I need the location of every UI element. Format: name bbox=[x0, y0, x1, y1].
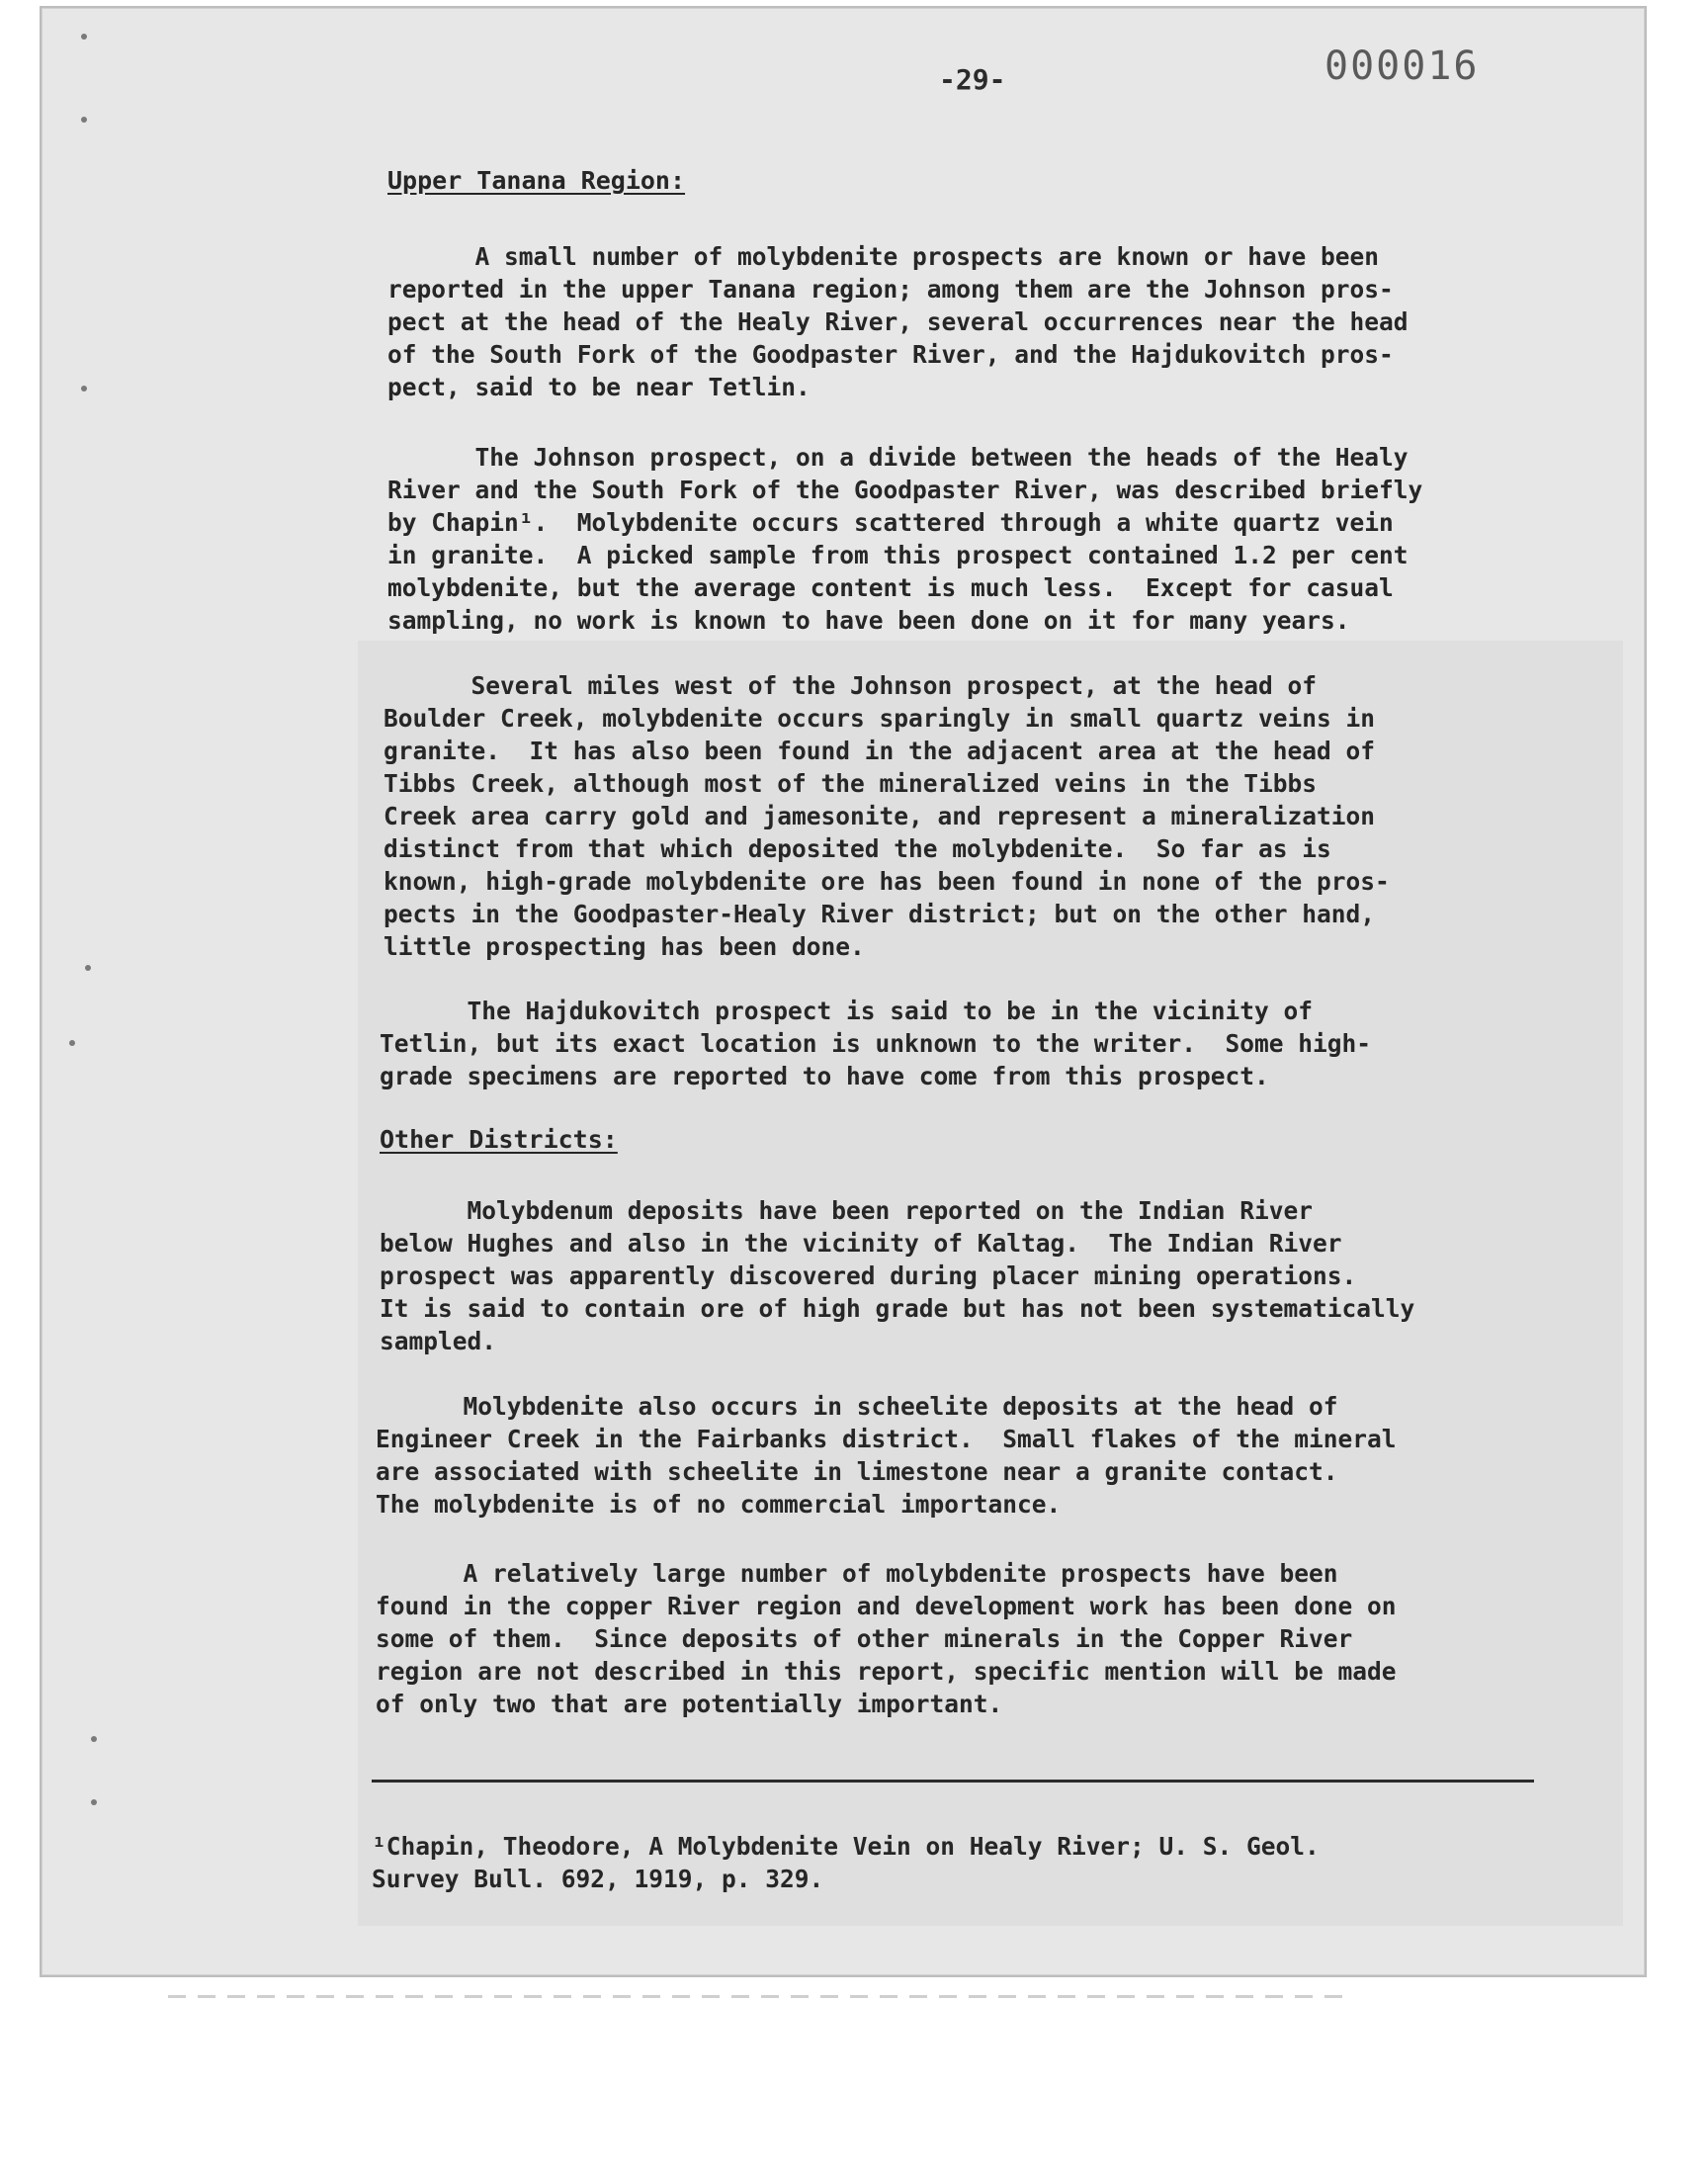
scan-edge-artifact bbox=[168, 1995, 1354, 1998]
margin-mark bbox=[81, 386, 87, 392]
paragraph: Molybdenite also occurs in scheelite deposits at the head of Engineer Creek in the Fairbanks district. Small flakes of the mineral are associated with scheelite in limestone near a granite contact. The molybdenite is of no commercial importance. bbox=[376, 1392, 1397, 1519]
paragraph: Several miles west of the Johnson prospect, at the head of Boulder Creek, molybdenite occurs sparingly in small quartz veins in granite. It has also been found in the adjacent area at the head of Tibbs Creek, although most of the mineralized veins in the Tibbs Creek area carry gold and jamesonite, and represent a mineralization distinct from that which deposited the molybdenite. So far as is known, high-grade molybdenite ore has been found in none of the pros- pects in the Goodpaster-Healy River district; but on the other hand, little prospecting has been done. bbox=[384, 671, 1390, 961]
section-heading-upper-tanana: Upper Tanana Region: bbox=[387, 166, 686, 195]
page-number: -29- bbox=[939, 63, 1006, 96]
footnote: ¹Chapin, Theodore, A Molybdenite Vein on Healy River; U. S. Geol. Survey Bull. 692, 1919, p. 329. bbox=[372, 1831, 1320, 1893]
paragraph: Molybdenum deposits have been reported on the Indian River below Hughes and also in the vicinity of Kaltag. The Indian River prospect was apparently discovered during placer mining operations. It is said to contain ore of high grade but has not been systematically sampled. bbox=[380, 1196, 1415, 1355]
margin-mark bbox=[69, 1040, 75, 1046]
margin-mark bbox=[81, 34, 87, 40]
section-heading-other-districts: Other Districts: bbox=[380, 1125, 618, 1154]
margin-mark bbox=[91, 1736, 97, 1742]
paragraph: The Johnson prospect, on a divide between the heads of the Healy River and the South Fork of the Goodpaster River, was described briefly by Chapin¹. Molybdenite occurs scattered through a white quartz vein in granite. A picked sample from this prospect contained 1.2 per cent molybdenite, but the average content is much less. Except for casual sampling, no work is known to have been done on it for many years. bbox=[387, 443, 1423, 635]
document-id-stamp: 000016 bbox=[1324, 44, 1480, 89]
margin-mark bbox=[85, 965, 91, 971]
paragraph: The Hajdukovitch prospect is said to be in the vicinity of Tetlin, but its exact location is unknown to the writer. Some high- grade specimens are reported to have come from this prospect. bbox=[380, 997, 1372, 1090]
paragraph: A relatively large number of molybdenite prospects have been found in the copper River region and development work has been done on some of them. Since deposits of other minerals in the Copper River region are not described in this report, specific mention will be made of only two that are potentially important. bbox=[376, 1559, 1397, 1718]
margin-mark bbox=[91, 1799, 97, 1805]
margin-mark bbox=[81, 117, 87, 123]
paragraph: A small number of molybdenite prospects are known or have been reported in the upper Tanana region; among them are the Johnson pros- pect at the head of the Healy River, several occurrences near the head of the South Fork of the Goodpaster River, and the Hajdukovitch pros- pect, said to be near Tetlin. bbox=[387, 242, 1409, 401]
footnote-divider bbox=[372, 1780, 1534, 1783]
